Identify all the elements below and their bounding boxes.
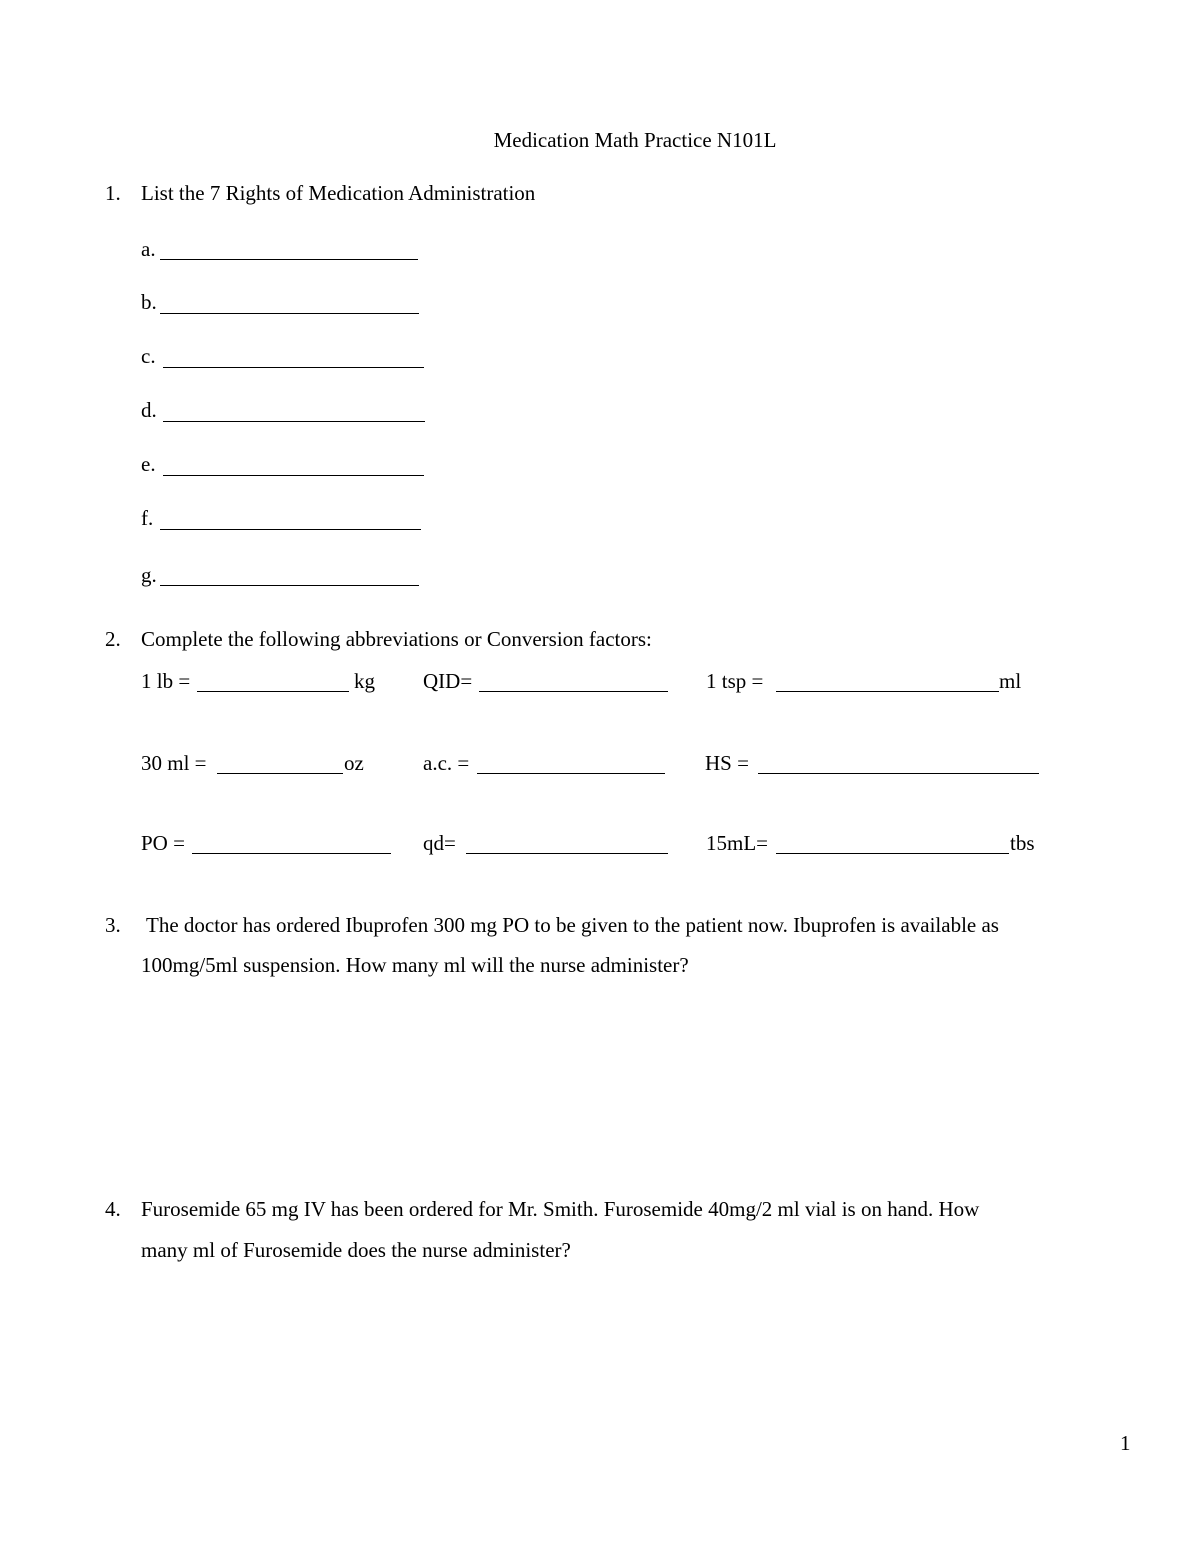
question-4-line-1: Furosemide 65 mg IV has been ordered for Mr. Smith. Furosemide 40mg/2 ml vial is on hand. How: [141, 1197, 980, 1221]
ac-blank[interactable]: [477, 773, 665, 774]
question-2-number: 2.: [105, 627, 121, 651]
right-d-label: d.: [141, 398, 157, 422]
ml-to-oz-blank[interactable]: [217, 773, 343, 774]
right-g-blank[interactable]: [160, 585, 419, 586]
right-f-blank[interactable]: [160, 529, 421, 530]
hs-label: HS =: [705, 751, 749, 775]
question-1-number: 1.: [105, 181, 121, 205]
hs-blank[interactable]: [758, 773, 1039, 774]
tsp-to-ml-unit: ml: [999, 669, 1022, 693]
right-e-blank[interactable]: [163, 475, 424, 476]
ml-to-oz-unit: oz: [344, 751, 364, 775]
question-3-line-1: The doctor has ordered Ibuprofen 300 mg PO to be given to the patient now. Ibuprofen is available as: [146, 913, 999, 937]
lb-to-kg-label: 1 lb =: [141, 669, 191, 693]
question-3-number: 3.: [105, 913, 121, 937]
ml-to-tbs-unit: tbs: [1010, 831, 1035, 855]
po-label: PO =: [141, 831, 185, 855]
right-a-label: a.: [141, 237, 156, 261]
right-b-label: b.: [141, 290, 157, 314]
right-d-blank[interactable]: [163, 421, 425, 422]
ac-label: a.c. =: [423, 751, 470, 775]
ml-to-oz-label: 30 ml =: [141, 751, 207, 775]
ml-to-tbs-blank[interactable]: [776, 853, 1009, 854]
tsp-to-ml-blank[interactable]: [776, 691, 999, 692]
right-c-blank[interactable]: [163, 367, 424, 368]
question-2-text: Complete the following abbreviations or Conversion factors:: [141, 627, 652, 651]
tsp-to-ml-label: 1 tsp =: [706, 669, 764, 693]
question-4-line-2: many ml of Furosemide does the nurse administer?: [141, 1238, 571, 1262]
question-3-line-2: 100mg/5ml suspension. How many ml will the nurse administer?: [141, 953, 689, 977]
right-a-blank[interactable]: [160, 259, 418, 260]
question-4-number: 4.: [105, 1197, 121, 1221]
qd-label: qd=: [423, 831, 456, 855]
qid-label: QID=: [423, 669, 473, 693]
po-blank[interactable]: [192, 853, 391, 854]
lb-to-kg-unit: kg: [354, 669, 375, 693]
page-number: 1: [1120, 1431, 1131, 1455]
right-f-label: f.: [141, 506, 154, 530]
right-e-label: e.: [141, 452, 156, 476]
ml-to-tbs-label: 15mL=: [706, 831, 769, 855]
lb-to-kg-blank[interactable]: [197, 691, 349, 692]
qd-blank[interactable]: [466, 853, 668, 854]
question-1-text: List the 7 Rights of Medication Administration: [141, 181, 536, 205]
right-b-blank[interactable]: [160, 313, 419, 314]
page-title: Medication Math Practice N101L: [493, 128, 777, 152]
right-c-label: c.: [141, 344, 156, 368]
qid-blank[interactable]: [479, 691, 668, 692]
right-g-label: g.: [141, 563, 157, 587]
